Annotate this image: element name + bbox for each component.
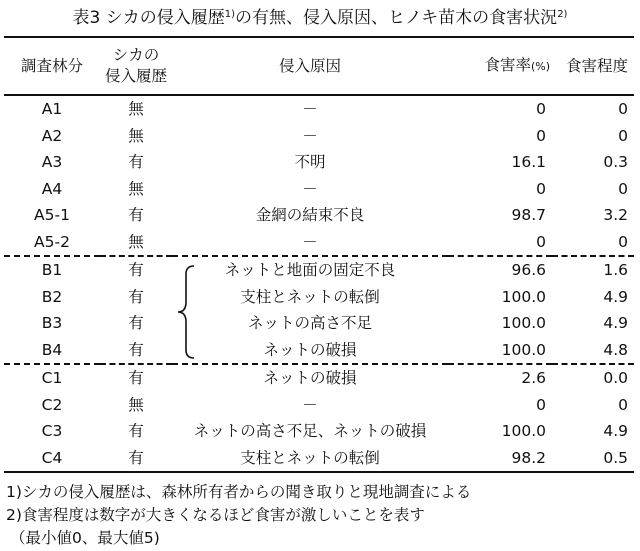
footnotes: [6, 481, 471, 550]
table-row: [4, 418, 634, 445]
table-title: [0, 3, 640, 28]
cell-history: 有: [128, 261, 144, 280]
cell-rate: 100.0: [501, 287, 546, 306]
cell-history: 無: [128, 179, 144, 198]
cell-rate: 100.0: [501, 422, 546, 441]
cell-rate: 0: [536, 395, 546, 414]
cell-severity: 1.6: [603, 261, 628, 280]
cell-rate: 0: [536, 179, 546, 198]
cell-severity: 0: [618, 179, 628, 198]
cell-history: 無: [128, 100, 144, 119]
cell-rate: 98.7: [511, 206, 546, 225]
cell-stand: A5-1: [34, 206, 70, 225]
cell-cause: －: [302, 395, 318, 414]
cell-severity: 0: [552, 229, 634, 257]
cell-severity: 0: [618, 126, 628, 145]
cell-cause: 支柱とネットの転倒: [240, 287, 380, 306]
cell-stand: C1: [41, 369, 63, 388]
cell-stand: C4: [4, 445, 100, 473]
cell-history: 有: [128, 287, 144, 306]
table-row: [4, 284, 634, 311]
cell-stand: C2: [41, 395, 63, 414]
cell-cause: －: [302, 179, 318, 198]
header-history-line2: 侵入履歴: [104, 67, 167, 85]
cell-stand: B4: [4, 337, 100, 365]
header-row: [4, 37, 634, 95]
cell-cause: 支柱とネットの転倒: [172, 445, 448, 473]
cell-stand: B3: [41, 314, 63, 333]
cell-history: 有: [128, 369, 144, 388]
cell-cause: －: [172, 229, 448, 257]
header-severity: 食害程度: [552, 37, 634, 95]
cell-rate: 100.0: [448, 337, 552, 365]
title-footnote-2: 2): [557, 9, 568, 20]
title-text-mid: の有無、侵入原因、ヒノキ苗木の食害状況: [235, 8, 558, 28]
cell-history: 有: [128, 422, 144, 441]
cell-rate: 2.6: [521, 369, 546, 388]
footnote-2: 2)食害程度は数字が大きくなるほど食害が激しいことを表す: [6, 506, 425, 524]
cell-history: 無: [128, 395, 144, 414]
cell-severity: 4.9: [603, 287, 628, 306]
header-rate-label: 食害率: [484, 56, 531, 74]
header-rate-unit: (%): [530, 60, 550, 73]
cell-rate: 0: [448, 229, 552, 257]
table-row: [4, 392, 634, 419]
group-bracket: [172, 262, 212, 362]
table-row: [4, 95, 634, 123]
table-row: [4, 445, 634, 473]
cell-rate: 0: [536, 126, 546, 145]
cell-cause: ネットの高さ不足: [247, 314, 372, 333]
cell-severity: 0.3: [603, 153, 628, 172]
cell-severity: 4.9: [603, 422, 628, 441]
cell-rate: 100.0: [501, 314, 546, 333]
cell-history: 無: [128, 126, 144, 145]
cell-severity: 0: [618, 395, 628, 414]
cell-cause: 金網の結束不良: [255, 206, 365, 225]
table-row: [4, 256, 634, 284]
title-footnote-1: 1): [224, 9, 236, 20]
table-row: [4, 310, 634, 337]
table-row: [4, 149, 634, 176]
cell-cause: ネットの破損: [263, 369, 357, 388]
cell-severity: 0.5: [552, 445, 634, 473]
header-stand: 調査林分: [4, 37, 100, 95]
cell-rate: 96.6: [511, 261, 546, 280]
data-table: [4, 36, 634, 473]
cell-rate: 98.2: [448, 445, 552, 473]
table-row: [4, 337, 634, 365]
header-history-line1: シカの: [112, 46, 160, 64]
cell-history: 有: [100, 445, 172, 473]
cell-severity: 0.0: [603, 369, 628, 388]
cell-cause: 不明: [294, 153, 326, 172]
cell-stand: B2: [41, 287, 63, 306]
cell-cause: －: [302, 126, 318, 145]
table-row: [4, 176, 634, 203]
cell-history: 有: [128, 206, 144, 225]
header-cause: 侵入原因: [172, 37, 448, 95]
cell-stand: A2: [41, 126, 63, 145]
cell-stand: B1: [41, 261, 63, 280]
cell-cause: ネットの高さ不足、ネットの破損: [193, 422, 427, 441]
cell-severity: 4.9: [603, 314, 628, 333]
cell-history: 有: [128, 314, 144, 333]
footnote-2-cont: （最小値0、最大値5): [10, 529, 160, 547]
cell-stand: C3: [41, 422, 63, 441]
cell-stand: A5-2: [4, 229, 100, 257]
cell-history: 有: [100, 337, 172, 365]
header-rate: [448, 37, 552, 95]
cell-stand: A4: [41, 179, 63, 198]
cell-stand: A1: [41, 100, 63, 119]
table-row: [4, 364, 634, 392]
cell-rate: 0: [536, 100, 546, 119]
header-history: [100, 37, 172, 95]
cell-history: 無: [100, 229, 172, 257]
table-row: [4, 229, 634, 257]
cell-severity: 4.8: [552, 337, 634, 365]
cell-cause: ネットと地面の固定不良: [224, 261, 396, 280]
cell-severity: 3.2: [603, 206, 628, 225]
cell-cause: ネットの破損: [172, 337, 448, 365]
footnote-1: 1)シカの侵入履歴は、森林所有者からの聞き取りと現地調査による: [6, 483, 472, 501]
table-row: [4, 202, 634, 229]
title-text: 表3 シカの侵入履歴: [72, 8, 225, 28]
cell-stand: A3: [41, 153, 63, 172]
table-row: [4, 123, 634, 150]
cell-rate: 16.1: [511, 153, 546, 172]
cell-severity: 0: [618, 100, 628, 119]
cell-history: 有: [128, 153, 144, 172]
cell-cause: －: [302, 100, 318, 119]
